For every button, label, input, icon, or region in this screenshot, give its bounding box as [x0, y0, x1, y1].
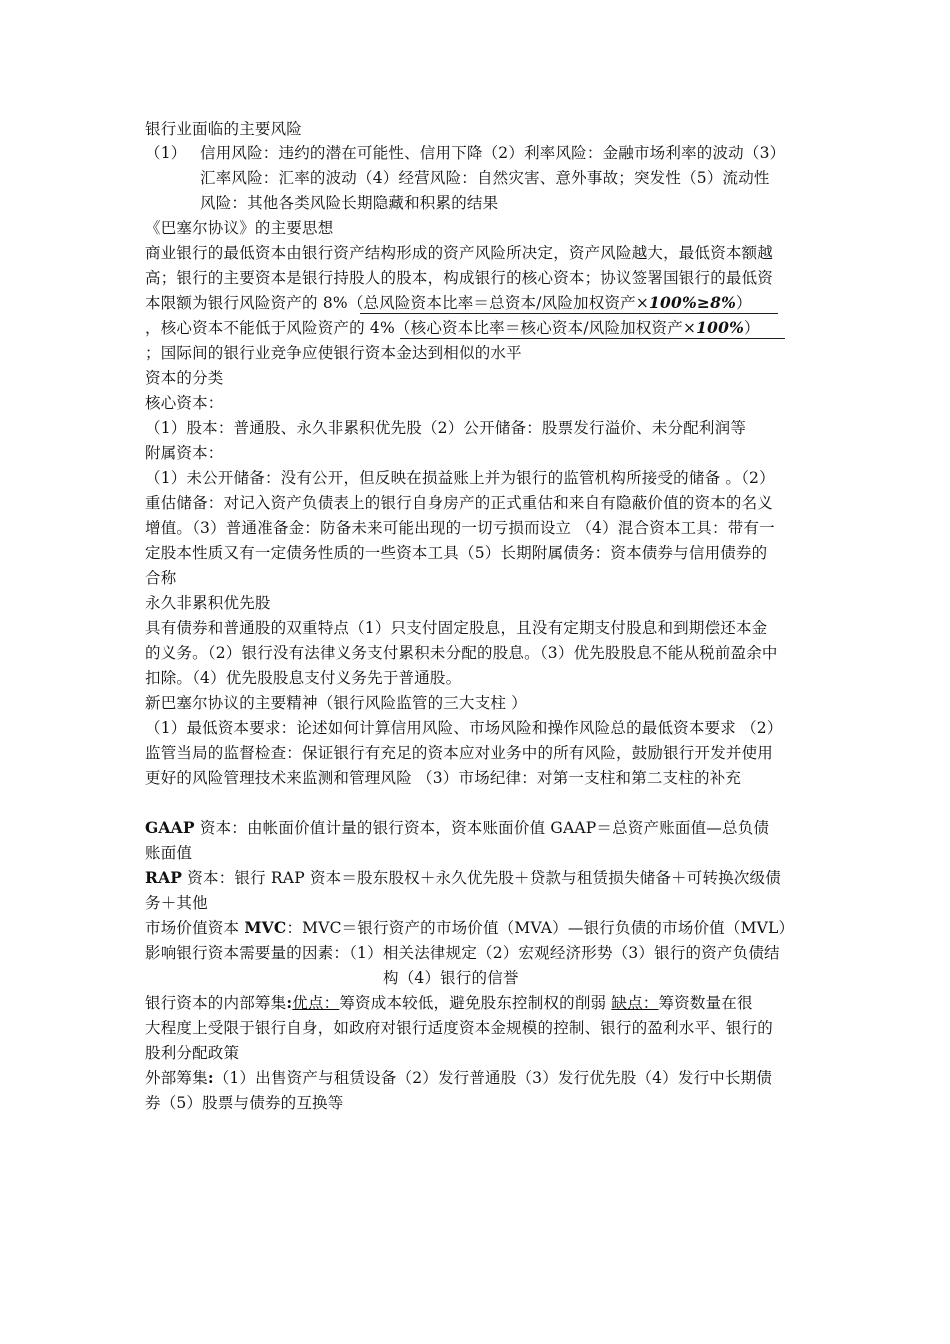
heading-new-basel: 新巴塞尔协议的主要精神（银行风险监管的三大支柱 ）: [145, 694, 527, 712]
external-text: （1）出售资产与租赁设备（2）发行普通股（3）发行优先股（4）发行中长期债: [213, 1069, 773, 1087]
total-capital-ratio-formula: （总风险资本比率＝总资本/风险加权资产×: [347, 294, 650, 312]
supp-line-4: 定股本性质又有一定债务性质的一些资本工具（5）长期附属债务：资本债券与信用债券的: [145, 544, 768, 562]
risks-line-1: 信用风险：违约的潜在可能性、信用下降（2）利率风险：金融市场利率的波动（3）: [200, 144, 786, 162]
basel-line-2: 高；银行的主要资本是银行持股人的股本，构成银行的核心资本；协议签署国银行的最低资: [145, 269, 774, 287]
basel-line-3-text: 本限额为银行风险资产的 8%: [145, 294, 348, 312]
mvc-definition: ：MVC＝银行资产的市场价值（MVA）—银行负债的市场价值（MVL）: [286, 919, 795, 937]
basel-line-4-text: ，核心资本不能低于风险资产的 4%: [145, 319, 395, 337]
heading-basel-ideas: 《巴塞尔协议》的主要思想: [145, 219, 334, 237]
rap-definition: 资本：银行 RAP 资本＝股东股权＋永久优先股＋贷款与租赁损失储备＋可转换次级债: [182, 869, 781, 887]
heading-main-risks: 银行业面临的主要风险: [145, 120, 303, 138]
gaap-definition: 资本：由帐面价值计量的银行资本，资本账面价值 GAAP＝总资产账面值—总负债: [194, 819, 770, 837]
rap-line-1: [145, 868, 781, 888]
gaap-line-2: 账面值: [145, 844, 193, 862]
basel-line-1: 商业银行的最低资本由银行资产结构形成的资产风险所决定，资产风险越大，最低资本额越: [145, 244, 774, 262]
disadvantages-label: 缺点：: [611, 994, 659, 1012]
supp-line-2: 重估储备：对记入资产负债表上的银行自身房产的正式重估和来自有隐蔽价值的资本的名义: [145, 494, 774, 512]
newbasel-line-1: （1）最低资本要求：论述如何计算信用风险、市场风险和操作风险总的最低资本要求 （2）: [145, 719, 783, 737]
internal-line-2: 大程度上受限于银行自身，如政府对银行适度资本金规模的控制、银行的盈利水平、银行的: [145, 1019, 774, 1037]
basel-line-4: [145, 318, 760, 338]
gaap-line-1: [145, 818, 769, 838]
underline-rule: [360, 313, 778, 314]
risks-line-3: 风险：其他各类风险长期隐藏和积累的结果: [200, 194, 499, 212]
factors-line-1: 影响银行资本需要量的因素：（1）相关法律规定（2）宏观经济形势（3）银行的资产负债结: [145, 944, 780, 962]
factors-line-2: 构（4）银行的信誉: [383, 969, 519, 987]
mvc-label: 市场价值资本: [145, 919, 245, 937]
external-line-1: [145, 1068, 772, 1088]
basel-line-3: [145, 293, 752, 313]
basel-line-5: ；国际间的银行业竞争应使银行资本金达到相似的水平: [145, 344, 522, 362]
core-capital-ratio-formula: （核心资本比率＝核心资本/风险加权资产×: [394, 319, 697, 337]
heading-core-capital: 核心资本：: [145, 394, 224, 412]
mvc-term: MVC: [244, 918, 287, 937]
supp-line-1: （1）未公开储备：没有公开，但反映在损益账上并为银行的监管机构所接受的储备 。（2）: [145, 469, 775, 487]
external-line-2: 券（5）股票与债券的互换等: [145, 1094, 344, 1112]
total-capital-ratio-value: 100%≥8%: [649, 293, 737, 312]
advantages-label: 优点：: [292, 994, 340, 1012]
newbasel-line-2: 监管当局的监督检查：保证银行有充足的资本应对业务中的所有风险，鼓励银行开发并使用: [145, 744, 774, 762]
formula-close-1: ）: [736, 294, 752, 312]
gaap-term: GAAP: [145, 818, 195, 837]
disadvantages-text: 筹资数量在很: [658, 994, 753, 1012]
risks-number: （1）: [145, 144, 187, 162]
pref-line-1: 具有债券和普通股的双重特点（1）只支付固定股息，且没有定期支付股息和到期偿还本金: [145, 619, 768, 637]
heading-capital-classification: 资本的分类: [145, 369, 224, 387]
rap-line-2: 务＋其他: [145, 894, 208, 912]
newbasel-line-3: 更好的风险管理技术来监测和管理风险 （3）市场纪律：对第一支柱和第二支柱的补充: [145, 769, 742, 787]
advantages-text: 筹资成本较低，避免股东控制权的削弱: [339, 994, 612, 1012]
pref-line-2: 的义务。（2）银行没有法律义务支付累积未分配的股息。（3）优先股股息不能从税前盈余中: [145, 644, 778, 662]
external-label: 外部筹集: [145, 1069, 208, 1087]
mvc-line: [145, 918, 794, 938]
rap-term: RAP: [145, 868, 183, 887]
internal-label: 银行资本的内部筹集: [145, 994, 287, 1012]
external-colon: :: [207, 1068, 214, 1087]
underline-rule: [400, 338, 785, 339]
internal-line-3: 股利分配政策: [145, 1044, 240, 1062]
formula-close-2: ）: [744, 319, 760, 337]
risks-line-2: 汇率风险：汇率的波动（4）经营风险：自然灾害、意外事故；突发性（5）流动性: [200, 169, 770, 187]
heading-supplementary-capital: 附属资本：: [145, 444, 224, 462]
internal-colon: :: [286, 993, 293, 1012]
supp-line-5: 合称: [145, 569, 177, 587]
core-capital-ratio-value: 100%: [696, 318, 745, 337]
internal-line-1: [145, 993, 753, 1013]
supp-line-3: 增值。（3）普通准备金：防备未来可能出现的一切亏损而设立 （4）混合资本工具：带有一: [145, 519, 775, 537]
heading-preferred-stock: 永久非累积优先股: [145, 594, 271, 612]
core-capital-items: （1）股本：普通股、永久非累积优先股（2）公开储备：股票发行溢价、未分配利润等: [145, 419, 747, 437]
pref-line-3: 扣除。（4）优先股股息支付义务先于普通股。: [145, 669, 462, 687]
